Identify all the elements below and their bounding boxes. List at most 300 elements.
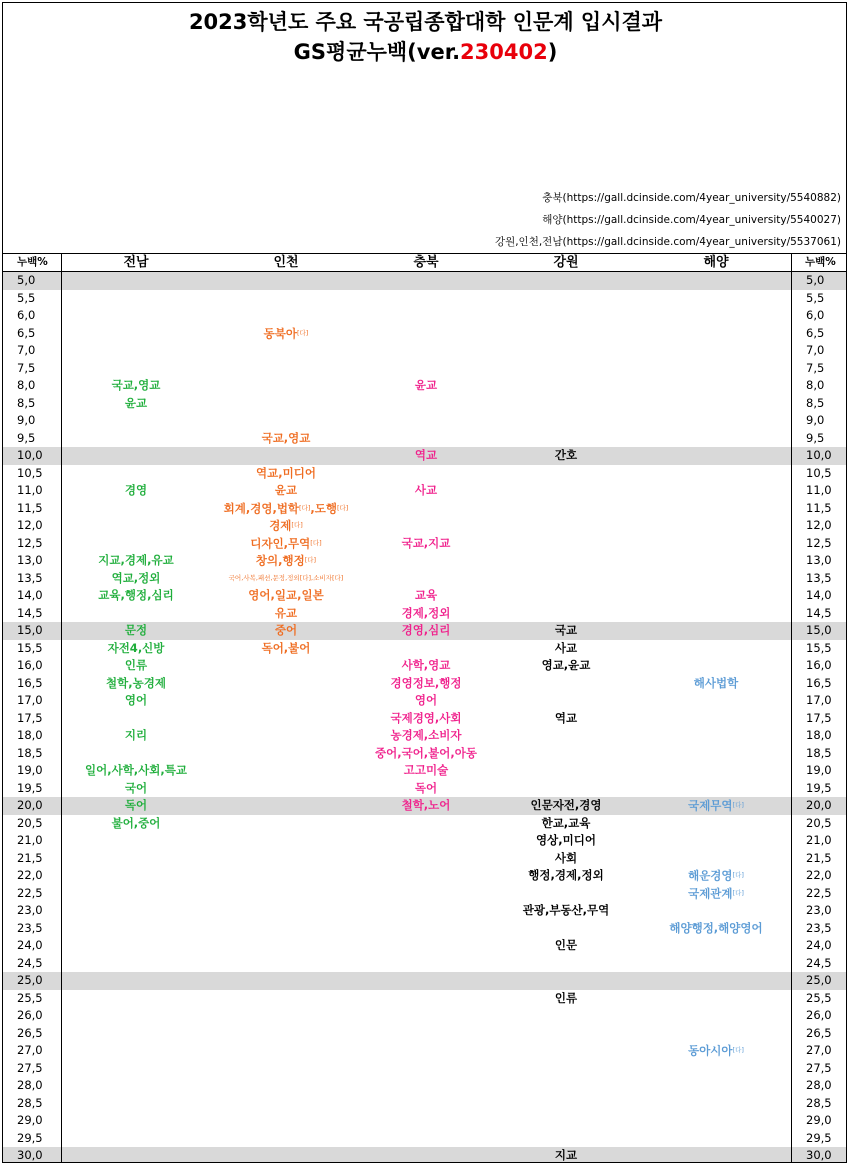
table-row (3, 272, 847, 290)
group-tag: [다] (732, 1046, 744, 1054)
dept-names: 고고미술 (403, 763, 449, 777)
header-gangwon: 강원 (553, 255, 579, 270)
pct-right: 27,0 (806, 1043, 832, 1057)
pct-right: 8,5 (806, 395, 825, 410)
cell-incheon (211, 587, 361, 605)
dept-names: 역교,미디어 (256, 465, 316, 480)
pct-left: 16,5 (17, 675, 43, 690)
dept-names: 경영정보,행정 (390, 675, 462, 690)
cell-incheon (211, 535, 361, 553)
pct-left: 15,0 (17, 623, 43, 637)
cell-chungbuk (361, 535, 491, 553)
dept-names: 사교 (554, 640, 578, 655)
pct-right: 12,0 (806, 518, 832, 532)
pct-left: 24,0 (17, 938, 43, 952)
pct-left: 21,0 (17, 833, 43, 847)
table-row (3, 832, 847, 850)
source-haeyang: 해양(https://gall.dcinside.com/4year_university/5540027) (542, 214, 841, 226)
dept-names: 국교,지교 (401, 535, 451, 550)
table-row (3, 902, 847, 920)
dept-names: 역교 (414, 448, 438, 462)
header-jeonnam: 전남 (123, 255, 149, 270)
cell-chungbuk (361, 657, 491, 675)
table-row (3, 482, 847, 500)
source-gangwon-incheon-jeonnam: 강원,인천,전남(https://gall.dcinside.com/4year_university/5537061) (494, 236, 841, 248)
cell-chungbuk (361, 605, 491, 623)
pct-left: 29,0 (17, 1113, 43, 1127)
dept-names: 국제경영,사회 (390, 710, 462, 725)
pct-left: 13,5 (17, 570, 43, 585)
pct-right: 15,5 (806, 640, 832, 655)
dept-names: 영어 (414, 693, 438, 707)
table-row (3, 937, 847, 955)
cell-incheon (211, 640, 361, 658)
pct-right: 21,0 (806, 833, 832, 847)
pct-left: 18,5 (17, 745, 43, 760)
group-tag: [다] (304, 556, 317, 564)
cell-incheon (211, 605, 361, 623)
table-row (3, 955, 847, 973)
table-header (3, 253, 847, 272)
dept-names: 행정,경제,정외 (528, 868, 604, 882)
cell-chungbuk (361, 727, 491, 745)
pct-left: 17,5 (17, 710, 43, 725)
cell-chungbuk (361, 482, 491, 500)
cell-gangwon (491, 902, 641, 920)
pct-right: 17,0 (806, 693, 832, 707)
pct-left: 11,0 (17, 483, 43, 497)
pct-left: 20,0 (17, 798, 43, 812)
header-incheon: 인천 (273, 255, 299, 270)
table-row (3, 377, 847, 395)
pct-left: 25,0 (17, 973, 43, 987)
table-row (3, 517, 847, 535)
cell-incheon (211, 325, 361, 343)
cell-chungbuk (361, 622, 491, 640)
table-row (3, 1007, 847, 1025)
cell-gangwon (491, 867, 641, 885)
cell-incheon (211, 465, 361, 483)
pct-right: 11,5 (806, 500, 832, 515)
dept-names: 한교,교육 (541, 815, 591, 830)
dept-names: 지리 (124, 728, 148, 742)
dept-names: 지교,경제,유교 (98, 553, 174, 567)
pct-right: 30,0 (806, 1148, 832, 1162)
pct-right: 25,0 (806, 973, 832, 987)
pct-left: 7,0 (17, 343, 36, 357)
cell-chungbuk (361, 377, 491, 395)
pct-left: 30,0 (17, 1148, 43, 1162)
cell-jeonnam (61, 482, 211, 500)
table-row (3, 1060, 847, 1078)
table-row (3, 920, 847, 938)
dept-names: 동아시아 (688, 1043, 733, 1058)
cell-jeonnam (61, 587, 211, 605)
pct-right: 10,0 (806, 448, 832, 462)
group-tag: [다] (296, 328, 309, 337)
cell-chungbuk (361, 762, 491, 780)
dept-names: 자전4,신방 (107, 640, 165, 655)
cell-gangwon (491, 937, 641, 955)
pct-left: 26,5 (17, 1025, 43, 1040)
title-prefix: GS평균누백(ver. (293, 40, 461, 64)
table-row (3, 535, 847, 553)
pct-right: 27,5 (806, 1060, 832, 1075)
pct-right: 25,5 (806, 990, 832, 1005)
cell-haeyang (641, 675, 791, 693)
pct-right: 12,5 (806, 535, 832, 550)
cell-haeyang (641, 920, 791, 938)
pct-left: 19,0 (17, 763, 43, 777)
pct-right: 13,5 (806, 570, 832, 585)
cell-incheon: 국어,사복,패션,문정,정외[다],소비자[다] (228, 573, 344, 582)
cell-jeonnam (61, 570, 211, 588)
cell-jeonnam (61, 675, 211, 693)
pct-right: 19,0 (806, 763, 832, 777)
table-row (3, 692, 847, 710)
cell-haeyang (641, 1042, 791, 1060)
cell-chungbuk (361, 780, 491, 798)
cell-jeonnam (61, 657, 211, 675)
table-row (3, 430, 847, 448)
pct-left: 23,0 (17, 903, 43, 917)
dept-names: 경제,정외 (401, 605, 451, 620)
pct-left: 23,5 (17, 920, 43, 935)
dept-names: 인류 (124, 658, 148, 672)
pct-right: 20,5 (806, 815, 832, 830)
table-row (3, 762, 847, 780)
cell-incheon (211, 500, 361, 518)
cell-jeonnam (61, 640, 211, 658)
pct-left: 27,0 (17, 1043, 43, 1057)
pct-right: 24,5 (806, 955, 832, 970)
cell-gangwon (491, 832, 641, 850)
dept-names: 회계,경영,법학 (223, 500, 300, 515)
cell-jeonnam (61, 780, 211, 798)
dept-names: 인문 (554, 938, 578, 952)
table-row (3, 710, 847, 728)
cell-haeyang (641, 885, 791, 903)
pct-right: 9,0 (806, 413, 825, 427)
cell-gangwon (491, 447, 641, 465)
table-row (3, 342, 847, 360)
cell-jeonnam (61, 727, 211, 745)
table-row (3, 780, 847, 798)
table-row (3, 990, 847, 1008)
dept-names: 영어,일교,일본 (248, 588, 324, 602)
table-row (3, 552, 847, 570)
pct-left: 11,5 (17, 500, 43, 515)
dept-names: 독어 (414, 780, 438, 795)
dept-names: 중어,국어,불어,아동 (375, 745, 477, 760)
cell-chungbuk (361, 447, 491, 465)
dept-names: 독어,불어 (261, 640, 311, 655)
column-divider (61, 253, 62, 1163)
table-row (3, 412, 847, 430)
source-chungbuk: 충북(https://gall.dcinside.com/4year_university/5540882) (542, 192, 841, 204)
pct-right: 5,5 (806, 290, 825, 305)
pct-right: 10,5 (806, 465, 832, 480)
dept-names: 철학,노어 (401, 798, 451, 812)
pct-right: 13,0 (806, 553, 832, 567)
pct-left: 12,0 (17, 518, 43, 532)
table-row (3, 307, 847, 325)
table-row (3, 1112, 847, 1130)
cell-incheon (211, 430, 361, 448)
cell-jeonnam (61, 377, 211, 395)
cell-chungbuk (361, 692, 491, 710)
pct-left: 28,5 (17, 1095, 43, 1110)
pct-right: 22,0 (806, 868, 832, 882)
title-line-1: 2023학년도 주요 국공립종합대학 인문계 입시결과 (188, 10, 663, 34)
dept-names: 경제 (269, 518, 292, 533)
pct-right: 7,5 (806, 360, 825, 375)
pct-left: 16,0 (17, 658, 43, 672)
table-row (3, 605, 847, 623)
pct-left: 26,0 (17, 1008, 43, 1022)
pct-left: 17,0 (17, 693, 43, 707)
table-row (3, 850, 847, 868)
table-row (3, 867, 847, 885)
cell-gangwon (491, 657, 641, 675)
pct-left: 10,5 (17, 465, 43, 480)
header-pct-right: 누백% (805, 256, 836, 268)
pct-left: 18,0 (17, 728, 43, 742)
pct-left: 6,0 (17, 308, 36, 322)
dept-names: 국어 (124, 780, 148, 795)
group-tag: [다] (291, 521, 303, 529)
pct-right: 5,0 (806, 273, 825, 287)
table-row (3, 500, 847, 518)
cell-jeonnam (61, 622, 211, 640)
dept-names: 윤교 (414, 378, 438, 392)
dept-names: 철학,농경제 (106, 675, 166, 690)
group-tag: [다] (732, 888, 744, 897)
pct-right: 23,0 (806, 903, 832, 917)
group-tag: [다] (732, 801, 744, 809)
pct-left: 24,5 (17, 955, 43, 970)
dept-names: 간호 (554, 448, 578, 462)
header-chungbuk: 충북 (413, 255, 439, 270)
pct-left: 29,5 (17, 1130, 43, 1145)
table-row (3, 727, 847, 745)
dept-names: 인류 (554, 990, 578, 1005)
dept-names: 윤교 (124, 395, 148, 410)
dept-names: 윤교 (274, 483, 298, 497)
cell-jeonnam (61, 692, 211, 710)
pct-left: 22,0 (17, 868, 43, 882)
table-row (3, 587, 847, 605)
pct-right: 7,0 (806, 343, 825, 357)
pct-left: 21,5 (17, 850, 43, 865)
table-row (3, 622, 847, 640)
cell-gangwon (491, 640, 641, 658)
table-row (3, 972, 847, 990)
title-line-2 (3, 39, 847, 65)
table-row (3, 885, 847, 903)
dept-names: 역교,정외 (111, 570, 161, 585)
cell-gangwon (491, 990, 641, 1008)
table-row (3, 1130, 847, 1148)
dept-names: 영상,미디어 (536, 833, 596, 847)
pct-right: 26,0 (806, 1008, 832, 1022)
cell-jeonnam (61, 762, 211, 780)
pct-left: 10,0 (17, 448, 43, 462)
dept-names: 중어 (274, 623, 298, 637)
table-row (3, 465, 847, 483)
pct-right: 9,5 (806, 430, 825, 445)
group-tag: [다] (336, 503, 349, 512)
dept-names: 사학,영교 (401, 658, 451, 672)
pct-left: 9,0 (17, 413, 36, 427)
pct-left: 20,5 (17, 815, 43, 830)
pct-left: 8,0 (17, 378, 36, 392)
pct-right: 28,0 (806, 1078, 832, 1092)
cell-gangwon (491, 850, 641, 868)
cell-chungbuk (361, 675, 491, 693)
pct-right: 19,5 (806, 780, 832, 795)
dept-names: ,도행 (310, 500, 337, 515)
pct-right: 15,0 (806, 623, 832, 637)
table-row (3, 745, 847, 763)
dept-names: 역교 (554, 710, 578, 725)
version-number: 230402 (460, 40, 548, 64)
pct-right: 16,5 (806, 675, 832, 690)
dept-names: 유교 (274, 605, 298, 620)
table-row (3, 290, 847, 308)
cell-gangwon (491, 622, 641, 640)
dept-names: 경영,심리 (401, 623, 451, 637)
dept-names: 영교,윤교 (541, 658, 591, 672)
dept-names: 독어 (124, 798, 148, 812)
pct-right: 29,0 (806, 1113, 832, 1127)
pct-left: 13,0 (17, 553, 43, 567)
pct-left: 22,5 (17, 885, 43, 900)
dept-names: 해운경영 (688, 868, 733, 883)
pct-left: 6,5 (17, 325, 36, 340)
group-tag: [다] (299, 503, 311, 512)
dept-names: 관광,부동산,무역 (522, 903, 610, 917)
dept-names: 농경제,소비자 (390, 728, 462, 742)
cell-incheon (211, 622, 361, 640)
cell-jeonnam (61, 395, 211, 413)
table-row (3, 395, 847, 413)
cell-gangwon (491, 1147, 641, 1163)
pct-left: 25,5 (17, 990, 43, 1005)
pct-right: 18,5 (806, 745, 832, 760)
pct-right: 17,5 (806, 710, 832, 725)
pct-left: 14,5 (17, 605, 43, 620)
table-row (3, 447, 847, 465)
cell-chungbuk (361, 797, 491, 815)
dept-names: 국교 (554, 623, 578, 637)
table-row (3, 325, 847, 343)
pct-right: 21,5 (806, 850, 832, 865)
dept-names: 일어,사학,사회,특교 (85, 763, 187, 777)
dept-names: 국교,영교 (261, 430, 311, 445)
pct-right: 6,0 (806, 308, 825, 322)
pct-right: 14,5 (806, 605, 832, 620)
pct-left: 27,5 (17, 1060, 43, 1075)
pct-left: 14,0 (17, 588, 43, 602)
pct-right: 26,5 (806, 1025, 832, 1040)
table-row (3, 1042, 847, 1060)
dept-names: 국제관계 (688, 885, 733, 900)
pct-left: 7,5 (17, 360, 36, 375)
group-tag: [다] (310, 538, 322, 547)
pct-right: 14,0 (806, 588, 832, 602)
pct-right: 24,0 (806, 938, 832, 952)
dept-names: 디자인,무역 (250, 535, 311, 550)
spreadsheet (2, 2, 847, 1163)
dept-names: 영어 (124, 693, 148, 707)
pct-right: 16,0 (806, 658, 832, 672)
title-suffix: ) (547, 40, 558, 64)
dept-names: 국제무역 (688, 798, 733, 813)
dept-names: 불어,중어 (111, 815, 161, 830)
dept-names: 해사법학 (693, 675, 739, 690)
cell-jeonnam (61, 552, 211, 570)
dept-names: 문정 (124, 623, 148, 637)
table-row (3, 360, 847, 378)
pct-right: 29,5 (806, 1130, 832, 1145)
table-row (3, 1025, 847, 1043)
pct-left: 15,5 (17, 640, 43, 655)
cell-haeyang (641, 797, 791, 815)
cell-haeyang (641, 867, 791, 885)
cell-chungbuk (361, 710, 491, 728)
header-haeyang: 해양 (703, 255, 729, 270)
cell-incheon (211, 517, 361, 535)
cell-incheon (211, 482, 361, 500)
pct-left: 19,5 (17, 780, 43, 795)
pct-left: 9,5 (17, 430, 36, 445)
pct-left: 5,5 (17, 290, 36, 305)
column-divider (791, 253, 792, 1163)
pct-right: 11,0 (806, 483, 832, 497)
cell-jeonnam (61, 815, 211, 833)
cell-chungbuk (361, 587, 491, 605)
table-row (3, 1147, 847, 1163)
table-row (3, 1095, 847, 1113)
dept-names: 창의,행정 (255, 553, 305, 568)
dept-names: 교육 (414, 588, 438, 602)
table-row (3, 797, 847, 815)
pct-right: 8,0 (806, 378, 825, 392)
table-row (3, 675, 847, 693)
dept-names: 사교 (414, 483, 438, 497)
header-pct-left: 누백% (17, 256, 48, 268)
table-row (3, 815, 847, 833)
pct-right: 22,5 (806, 885, 832, 900)
dept-names: 사회 (554, 850, 578, 865)
dept-names: 경영 (124, 483, 148, 497)
dept-names: 교육,행정,심리 (98, 588, 174, 602)
cell-gangwon (491, 797, 641, 815)
group-tag: [다] (732, 871, 744, 879)
pct-right: 28,5 (806, 1095, 832, 1110)
pct-left: 12,5 (17, 535, 43, 550)
cell-jeonnam (61, 797, 211, 815)
dept-names: 동북아 (263, 325, 297, 340)
pct-right: 18,0 (806, 728, 832, 742)
pct-right: 20,0 (806, 798, 832, 812)
pct-left: 8,5 (17, 395, 36, 410)
pct-left: 28,0 (17, 1078, 43, 1092)
dept-names: 국교,영교 (111, 378, 161, 392)
dept-names: 해양행정,해양영어 (669, 920, 763, 935)
pct-left: 5,0 (17, 273, 36, 287)
